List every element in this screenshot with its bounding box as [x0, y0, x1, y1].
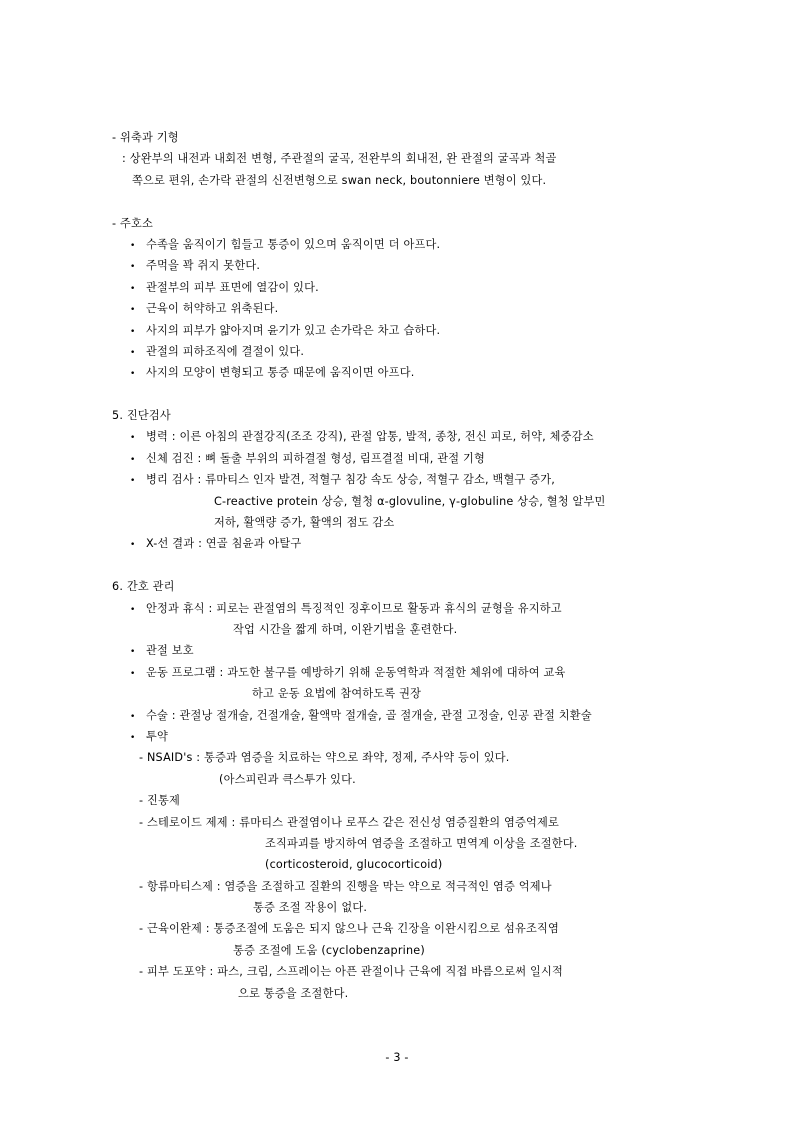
list-item: • 안정과 휴식 : 피로는 관절염의 특징적인 징후이므로 활동과 휴식의 균형을 유지하고	[112, 598, 692, 619]
list-item: • 병리 검사 : 류마티스 인자 발견, 적혈구 침강 속도 상승, 적혈구 감소, 백혈구 증가,	[112, 469, 692, 490]
bullet-icon: •	[130, 369, 136, 380]
list-item: • 수술 : 관절낭 절개술, 건절개술, 활액막 절개술, 골 절개술, 관절 고정술, 인공 관절 치환술	[112, 705, 692, 726]
sub-list-item-continuation: 통증 조절에 도움 (cyclobenzaprine)	[233, 943, 425, 957]
page-number: - 3 -	[385, 1051, 409, 1064]
sub-list-item: - 진통제	[139, 794, 181, 808]
sub-list-item: - 스테로이드 제제 : 류마티스 관절염이나 로푸스 같은 전신성 염증질환의 염증억제로	[139, 815, 560, 829]
sub-list-item-continuation: 통증 조절 작용이 없다.	[253, 901, 368, 915]
sub-list-item-continuation: 으로 통증을 조절한다.	[238, 986, 349, 1000]
list-item-continuation: 저하, 활액량 증가, 활액의 점도 감소	[214, 516, 395, 530]
bullet-icon: •	[130, 668, 136, 679]
list-item: • 주먹을 꽉 쥐지 못한다.	[112, 255, 692, 276]
list-item: • 병력 : 이른 아침의 관절강직(조조 강직), 관절 압통, 발적, 종창, 전신 피로, 허약, 체중감소	[112, 426, 692, 447]
bullet-icon: •	[130, 305, 136, 316]
bullet-icon: •	[130, 347, 136, 358]
paragraph-line: 쪽으로 편위, 손가락 관절의 신전변형으로 swan neck, boutonniere 변형이 있다.	[132, 173, 547, 187]
list-item: • 관절의 피하조직에 결절이 있다.	[112, 341, 692, 362]
section-heading-deformity: - 위축과 기형	[112, 131, 179, 144]
document-body	[112, 127, 692, 1004]
bullet-icon: •	[130, 454, 136, 465]
sub-list-item: - 근육이완제 : 통증조절에 도움은 되지 않으나 근육 긴장을 이완시킴으로 섬유조직염	[139, 922, 560, 936]
list-item: • 운동 프로그램 : 과도한 불구를 예방하기 위해 운동역학과 적절한 체위에 대하여 교육	[112, 662, 692, 683]
bullet-icon: •	[130, 262, 136, 273]
bullet-icon: •	[130, 732, 136, 743]
list-item: • 사지의 피부가 얇아지며 윤기가 있고 손가락은 차고 습하다.	[112, 320, 692, 341]
bullet-icon: •	[130, 647, 136, 658]
list-item: • 관절부의 피부 표면에 열감이 있다.	[112, 277, 692, 298]
bullet-icon: •	[130, 604, 136, 615]
list-item: • 사지의 모양이 변형되고 통증 때문에 움직이면 아프다.	[112, 362, 692, 383]
bullet-icon: •	[130, 433, 136, 444]
bullet-icon: •	[130, 540, 136, 551]
sub-list-item-continuation: (corticosteroid, glucocorticoid)	[265, 858, 443, 872]
sub-list-item: - 항류마티스제 : 염증을 조절하고 질환의 진행을 막는 약으로 적극적인 염증 억제나	[139, 879, 552, 893]
list-item: • 신체 검진 : 뼈 돌출 부위의 피하결절 형성, 림프결절 비대, 관절 기형	[112, 448, 692, 469]
list-item-continuation: 작업 시간을 짧게 하며, 이완기법을 훈련한다.	[233, 622, 458, 636]
bullet-icon: •	[130, 240, 136, 251]
list-item-continuation: C-reactive protein 상승, 혈청 α-glovuline, γ-globuline 상승, 혈청 알부민	[214, 494, 606, 508]
bullet-icon: •	[130, 283, 136, 294]
list-item-continuation: 하고 운동 요법에 참여하도록 권장	[252, 687, 422, 701]
section-heading-diagnosis: 5. 진단검사	[112, 409, 171, 423]
bullet-icon: •	[130, 476, 136, 487]
sub-list-item-continuation: 조직파괴를 방지하여 염증을 조절하고 면역계 이상을 조절한다.	[265, 836, 578, 850]
bullet-icon: •	[130, 326, 136, 337]
section-heading-complaints: - 주호소	[112, 216, 154, 230]
sub-list-item-continuation: (아스피린과 큭스투가 있다.	[219, 772, 356, 786]
list-item: • X-선 결과 : 연골 침윤과 아탈구	[112, 533, 692, 554]
section-heading-nursing: 6. 간호 관리	[112, 580, 175, 594]
list-item: • 관절 보호	[112, 640, 692, 661]
sub-list-item: - NSAID's : 통증과 염증을 치료하는 약으로 좌약, 정제, 주사약 등이 있다.	[139, 751, 510, 765]
list-item: • 투약	[112, 726, 692, 747]
bullet-icon: •	[130, 711, 136, 722]
sub-list-item: - 피부 도포약 : 파스, 크림, 스프레이는 아픈 관절이나 근육에 직접 바름으로써 일시적	[139, 965, 564, 979]
paragraph-line: : 상완부의 내전과 내회전 변형, 주관절의 굴곡, 전완부의 회내전, 완 관절의 굴곡과 척골	[122, 152, 557, 166]
list-item: • 수족을 움직이기 힘들고 통증이 있으며 움직이면 더 아프다.	[112, 234, 692, 255]
list-item: • 근육이 허약하고 위축된다.	[112, 298, 692, 319]
